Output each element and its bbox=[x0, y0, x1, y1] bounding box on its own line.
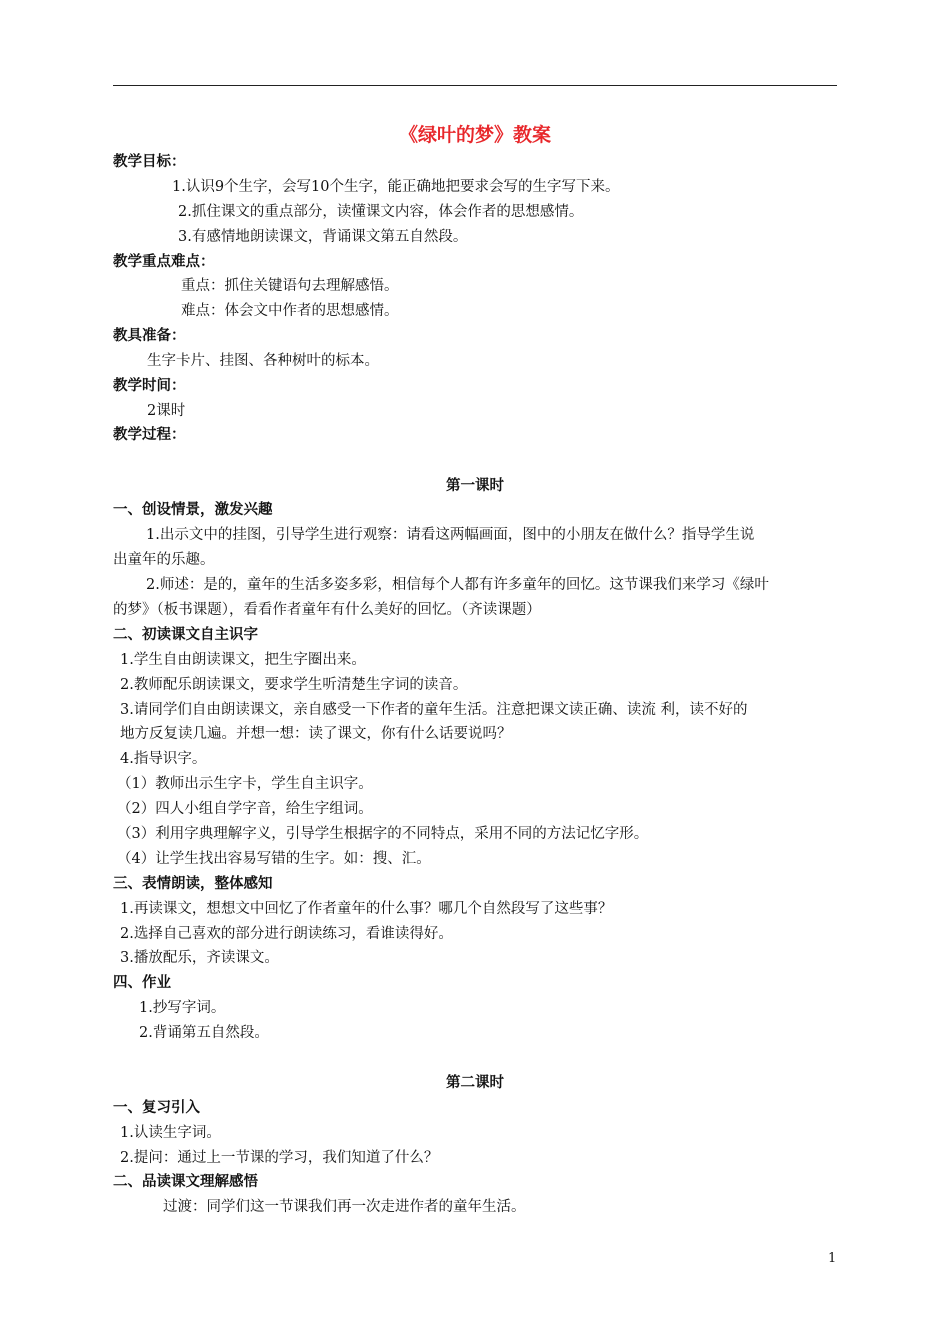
duration-text: 2课时 bbox=[147, 403, 186, 419]
section-heading: 三、表情朗读，整体感知 bbox=[113, 875, 273, 892]
list-item: 1.再读课文，想想文中回忆了作者童年的什么事？哪几个自然段写了这些事？ bbox=[120, 901, 613, 917]
list-item: 2.选择自己喜欢的部分进行朗读练习，看谁读得好。 bbox=[120, 926, 453, 942]
list-item: 2.背诵第五自然段。 bbox=[139, 1025, 269, 1041]
list-item: 2.提问：通过上一节课的学习，我们知道了什么？ bbox=[120, 1150, 439, 1166]
document-title: 《绿叶的梦》教案 bbox=[398, 124, 551, 146]
list-item: 2.教师配乐朗读课文，要求学生听清楚生字词的读音。 bbox=[120, 677, 468, 693]
goal-item: 1.认识9个生字，会写10个生字，能正确地把要求会写的生字写下来。 bbox=[172, 179, 620, 195]
sub-list-item: （4）让学生找出容易写错的生字。如：搜、汇。 bbox=[117, 851, 431, 867]
section-heading: 二、初读课文自主识字 bbox=[113, 626, 258, 643]
sub-list-item: （1）教师出示生字卡，学生自主识字。 bbox=[117, 776, 373, 792]
materials-heading: 教具准备： bbox=[113, 327, 186, 344]
sub-list-item: （3）利用字典理解字义，引导学生根据字的不同特点，采用不同的方法记忆字形。 bbox=[117, 826, 649, 842]
key-point-focus: 重点：抓住关键语句去理解感悟。 bbox=[181, 278, 399, 294]
list-item: 1.认读生字词。 bbox=[120, 1125, 221, 1141]
list-item: 地方反复读几遍。并想一想：读了课文，你有什么话要说吗？ bbox=[120, 726, 512, 742]
paragraph-line: 出童年的乐趣。 bbox=[113, 552, 215, 568]
paragraph-line: 2.师述：是的，童年的生活多姿多彩，相信每个人都有许多童年的回忆。这节课我们来学习《绿叶 bbox=[146, 577, 769, 593]
list-item: 1.抄写字词。 bbox=[139, 1000, 226, 1016]
section-heading: 四、作业 bbox=[113, 974, 171, 991]
duration-heading: 教学时间： bbox=[113, 377, 186, 394]
lesson2-heading: 第二课时 bbox=[446, 1074, 504, 1091]
list-item: 1.学生自由朗读课文，把生字圈出来。 bbox=[120, 652, 366, 668]
paragraph-line: 的梦》（板书课题），看看作者童年有什么美好的回忆。（齐读课题） bbox=[113, 602, 541, 618]
key-points-heading: 教学重点难点： bbox=[113, 253, 215, 270]
goal-item: 3.有感情地朗读课文，背诵课文第五自然段。 bbox=[178, 229, 468, 245]
process-heading: 教学过程： bbox=[113, 426, 186, 443]
lesson1-heading: 第一课时 bbox=[446, 477, 504, 494]
sub-list-item: （2）四人小组自学字音，给生字组词。 bbox=[117, 801, 373, 817]
section-heading: 一、复习引入 bbox=[113, 1099, 200, 1116]
list-item: 3.请同学们自由朗读课文，亲自感受一下作者的童年生活。注意把课文读正确、读流 利，读不好的 bbox=[120, 702, 748, 718]
goal-item: 2.抓住课文的重点部分，读懂课文内容，体会作者的思想感情。 bbox=[178, 204, 584, 220]
goals-heading: 教学目标： bbox=[113, 153, 186, 170]
section-heading: 一、创设情景，激发兴趣 bbox=[113, 501, 273, 518]
key-point-difficulty: 难点：体会文中作者的思想感情。 bbox=[181, 303, 399, 319]
section-heading: 二、品读课文理解感悟 bbox=[113, 1173, 258, 1190]
materials-text: 生字卡片、挂图、各种树叶的标本。 bbox=[147, 353, 379, 369]
header-rule bbox=[113, 85, 837, 86]
transition-text: 过渡：同学们这一节课我们再一次走进作者的童年生活。 bbox=[163, 1199, 526, 1215]
list-item: 4.指导识字。 bbox=[120, 751, 207, 767]
list-item: 3.播放配乐，齐读课文。 bbox=[120, 950, 279, 966]
page-number: 1 bbox=[828, 1251, 837, 1266]
paragraph-line: 1.出示文中的挂图，引导学生进行观察：请看这两幅画面，图中的小朋友在做什么？指导学生说 bbox=[146, 527, 755, 543]
